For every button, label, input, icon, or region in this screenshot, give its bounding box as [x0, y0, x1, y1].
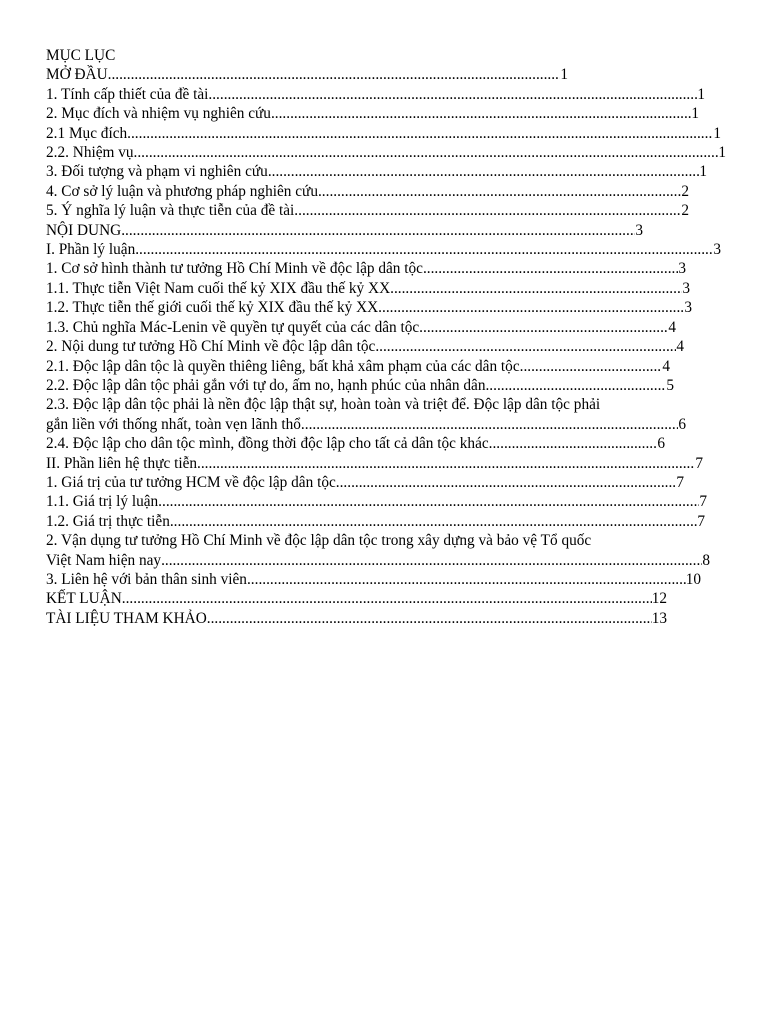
toc-leader-dots: [158, 492, 699, 511]
toc-entry-title: KẾT LUẬN: [46, 590, 122, 608]
toc-entry-title: II. Phần liên hệ thực tiễn: [46, 454, 198, 472]
toc-entry-ii-2[interactable]: [46, 531, 726, 570]
toc-leader-dots: [135, 240, 713, 259]
toc-leader-dots: [134, 143, 719, 162]
toc-entry-page: 1: [697, 85, 705, 103]
toc-leader-dots: [419, 318, 668, 337]
toc-leader-dots: [247, 570, 686, 589]
toc-entry-i-2-4[interactable]: [46, 434, 726, 453]
toc-entry-title: 4. Cơ sở lý luận và phương pháp nghiên cứu: [46, 182, 318, 200]
toc-entry-page: 3: [635, 221, 643, 239]
toc-entry-title: 1.2. Thực tiễn thế giới cuối thế kỷ XIX đầu thế kỷ XX: [46, 299, 379, 317]
toc-entry-page: 7: [676, 473, 684, 491]
toc-leader-dots: [161, 551, 702, 570]
toc-leader-dots: [197, 454, 695, 473]
toc-entry-4[interactable]: [46, 182, 726, 201]
toc-heading: MỤC LỤC: [46, 47, 116, 64]
toc-entry-title: 3. Đối tượng và phạm vi nghiên cứu: [46, 163, 268, 181]
toc-entry-ii-1-1[interactable]: [46, 492, 726, 511]
toc-entry-page: 1: [560, 66, 568, 84]
toc-entry-page: 4: [676, 338, 684, 356]
toc-leader-dots: [208, 85, 697, 104]
toc-entry-i-1-1[interactable]: [46, 279, 726, 298]
toc-entry-page: 2: [681, 202, 689, 220]
toc-leader-dots: [294, 201, 681, 220]
toc-list: [46, 65, 726, 628]
toc-entry-i-2-3[interactable]: [46, 395, 726, 434]
toc-entry-i-2[interactable]: [46, 337, 726, 356]
toc-entry-ii-3[interactable]: [46, 570, 726, 589]
toc-entry-i-1-3[interactable]: [46, 318, 726, 337]
toc-entry-title: 1.1. Thực tiễn Việt Nam cuối thế kỷ XIX đầu thế kỷ XX: [46, 279, 391, 297]
toc-leader-dots: [423, 259, 678, 278]
toc-entry-title-line1: 2. Vận dụng tư tưởng Hồ Chí Minh về độc lập dân tộc trong xây dựng và bảo vệ Tổ quốc: [46, 532, 592, 550]
toc-entry-title: 1. Tính cấp thiết của đề tài: [46, 85, 209, 103]
toc-entry-title: MỞ ĐẦU: [46, 66, 108, 84]
toc-leader-dots: [271, 104, 691, 123]
toc-entry-page: 5: [666, 376, 674, 394]
toc-entry-2-2[interactable]: [46, 143, 726, 162]
toc-leader-dots: [207, 609, 652, 628]
toc-entry-page: 6: [678, 415, 686, 433]
toc-entry-page: 1: [699, 163, 707, 181]
toc-leader-dots: [122, 589, 652, 608]
toc-entry-2-1[interactable]: [46, 124, 726, 143]
toc-entry-page: 7: [699, 493, 707, 511]
toc-entry-page: 7: [695, 454, 703, 472]
toc-entry-2[interactable]: [46, 104, 726, 123]
toc-leader-dots: [318, 182, 681, 201]
toc-entry-ii-1-2[interactable]: [46, 512, 726, 531]
toc-entry-page: 2: [681, 182, 689, 200]
toc-leader-dots: [170, 512, 698, 531]
toc-entry-title: 2.4. Độc lập cho dân tộc mình, đồng thời độc lập cho tất cả dân tộc khác.: [46, 435, 493, 453]
toc-entry-title: 1.2. Giá trị thực tiễn: [46, 512, 170, 530]
toc-leader-dots: [336, 473, 677, 492]
toc-entry-page: 12: [651, 590, 667, 608]
toc-entry-title: 1.1. Giá trị lý luận: [46, 493, 159, 511]
toc-leader-dots: [485, 376, 666, 395]
toc-entry-ket-luan[interactable]: [46, 589, 726, 608]
toc-leader-dots: [375, 337, 676, 356]
toc-entry-title: 2. Mục đích và nhiệm vụ nghiên cứu: [46, 105, 271, 123]
toc-entry-page: 3: [684, 299, 692, 317]
toc-entry-3[interactable]: [46, 162, 726, 181]
toc-entry-i-1[interactable]: [46, 259, 726, 278]
toc-entry-page: 4: [668, 318, 676, 336]
toc-entry-page: 1: [713, 124, 721, 142]
toc-entry-title: 5. Ý nghĩa lý luận và thực tiễn của đề tài: [46, 202, 295, 220]
toc-entry-page: 1: [691, 105, 699, 123]
toc-entry-page: 1: [718, 144, 726, 162]
toc-entry-5[interactable]: [46, 201, 726, 220]
toc-entry-i-1-2[interactable]: [46, 298, 726, 317]
toc-entry-page: 3: [678, 260, 686, 278]
toc-leader-dots: [520, 357, 663, 376]
toc-entry-title: 2.2. Nhiệm vụ: [46, 144, 134, 162]
toc-entry-title: gắn liền với thống nhất, toàn vẹn lãnh thổ: [46, 415, 301, 433]
toc-entry-title: 1. Giá trị của tư tưởng HCM về độc lập dân tộc: [46, 473, 336, 491]
toc-entry-noi-dung[interactable]: [46, 221, 726, 240]
toc-leader-dots: [390, 279, 682, 298]
toc-entry-mo-dau[interactable]: [46, 65, 726, 84]
toc-entry-title: 2. Nội dung tư tưởng Hồ Chí Minh về độc lập dân tộc: [46, 338, 376, 356]
toc-leader-dots: [268, 162, 700, 181]
toc-entry-i-2-2[interactable]: [46, 376, 726, 395]
toc-entry-title: 1. Cơ sở hình thành tư tưởng Hồ Chí Minh về độc lập dân tộc: [46, 260, 423, 278]
toc-entry-page: 13: [651, 609, 667, 627]
toc-entry-title: 2.1 Mục đích: [46, 124, 128, 142]
toc-leader-dots: [108, 65, 561, 84]
toc-entry-title: TÀI LIỆU THAM KHẢO: [46, 609, 207, 627]
toc-entry-title: 2.2. Độc lập dân tộc phải gắn với tự do, ấm no, hạnh phúc của nhân dân: [46, 376, 486, 394]
toc-entry-title: NỘI DUNG: [46, 221, 122, 239]
toc-entry-tai-lieu[interactable]: [46, 609, 726, 628]
toc-entry-ii-1[interactable]: [46, 473, 726, 492]
toc-entry-page: 6: [657, 435, 665, 453]
toc-leader-dots: [492, 434, 657, 453]
toc-entry-page: 4: [662, 357, 670, 375]
toc-leader-dots: [121, 221, 635, 240]
toc-leader-dots: [127, 124, 713, 143]
toc-entry-title: I. Phần lý luận: [46, 241, 136, 259]
toc-entry-title: 2.1. Độc lập dân tộc là quyền thiêng liêng, bất khả xâm phạm của các dân tộc: [46, 357, 520, 375]
toc-leader-dots: [378, 298, 684, 317]
toc-entry-title-line1: 2.3. Độc lập dân tộc phải là nền độc lập thật sự, hoàn toàn và triệt để. Độc lập dân tộc phải: [46, 396, 601, 414]
toc-entry-i-2-1[interactable]: [46, 357, 726, 376]
toc-entry-page: 3: [682, 279, 690, 297]
document-page: [46, 46, 726, 628]
toc-entry-title: 1.3. Chủ nghĩa Mác-Lenin về quyền tự quyết của các dân tộc: [46, 318, 420, 336]
toc-entry-1[interactable]: [46, 85, 726, 104]
toc-entry-page: 8: [702, 551, 710, 569]
toc-entry-page: 7: [697, 512, 705, 530]
toc-entry-phan-ly-luan[interactable]: [46, 240, 726, 259]
toc-entry-page: 10: [685, 570, 701, 588]
toc-leader-dots: [301, 415, 678, 434]
toc-entry-phan-lien-he[interactable]: [46, 454, 726, 473]
toc-entry-title: Việt Nam hiện nay: [46, 551, 162, 569]
toc-entry-title: 3. Liên hệ với bản thân sinh viên: [46, 570, 247, 588]
toc-entry-page: 3: [713, 241, 721, 259]
